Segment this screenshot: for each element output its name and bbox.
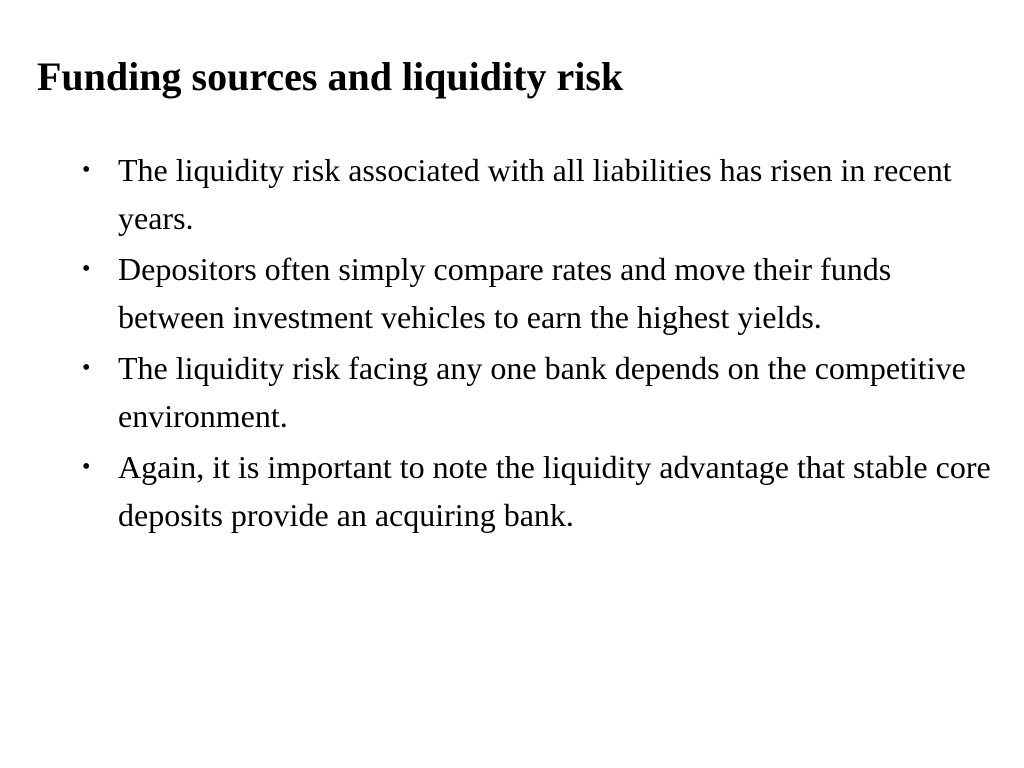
bullet-text: The liquidity risk associated with all liabilities has risen in recent years. <box>118 152 952 236</box>
bullet-item <box>0 443 1000 539</box>
bullet-icon: • <box>82 157 91 183</box>
bullet-item <box>0 344 1000 440</box>
bullet-icon: • <box>82 454 91 480</box>
bullet-icon: • <box>82 355 91 381</box>
bullet-list <box>0 146 1000 542</box>
bullet-text: Depositors often simply compare rates and move their funds between investment vehicles to earn the highest yields. <box>118 251 892 335</box>
bullet-text: The liquidity risk facing any one bank depends on the competitive environment. <box>118 350 966 434</box>
bullet-icon: • <box>82 256 91 282</box>
slide-title: Funding sources and liquidity risk <box>37 54 624 99</box>
bullet-text: Again, it is important to note the liquidity advantage that stable core deposits provide an acquiring bank. <box>118 449 991 533</box>
bullet-item <box>0 245 1000 341</box>
bullet-item <box>0 146 1000 242</box>
